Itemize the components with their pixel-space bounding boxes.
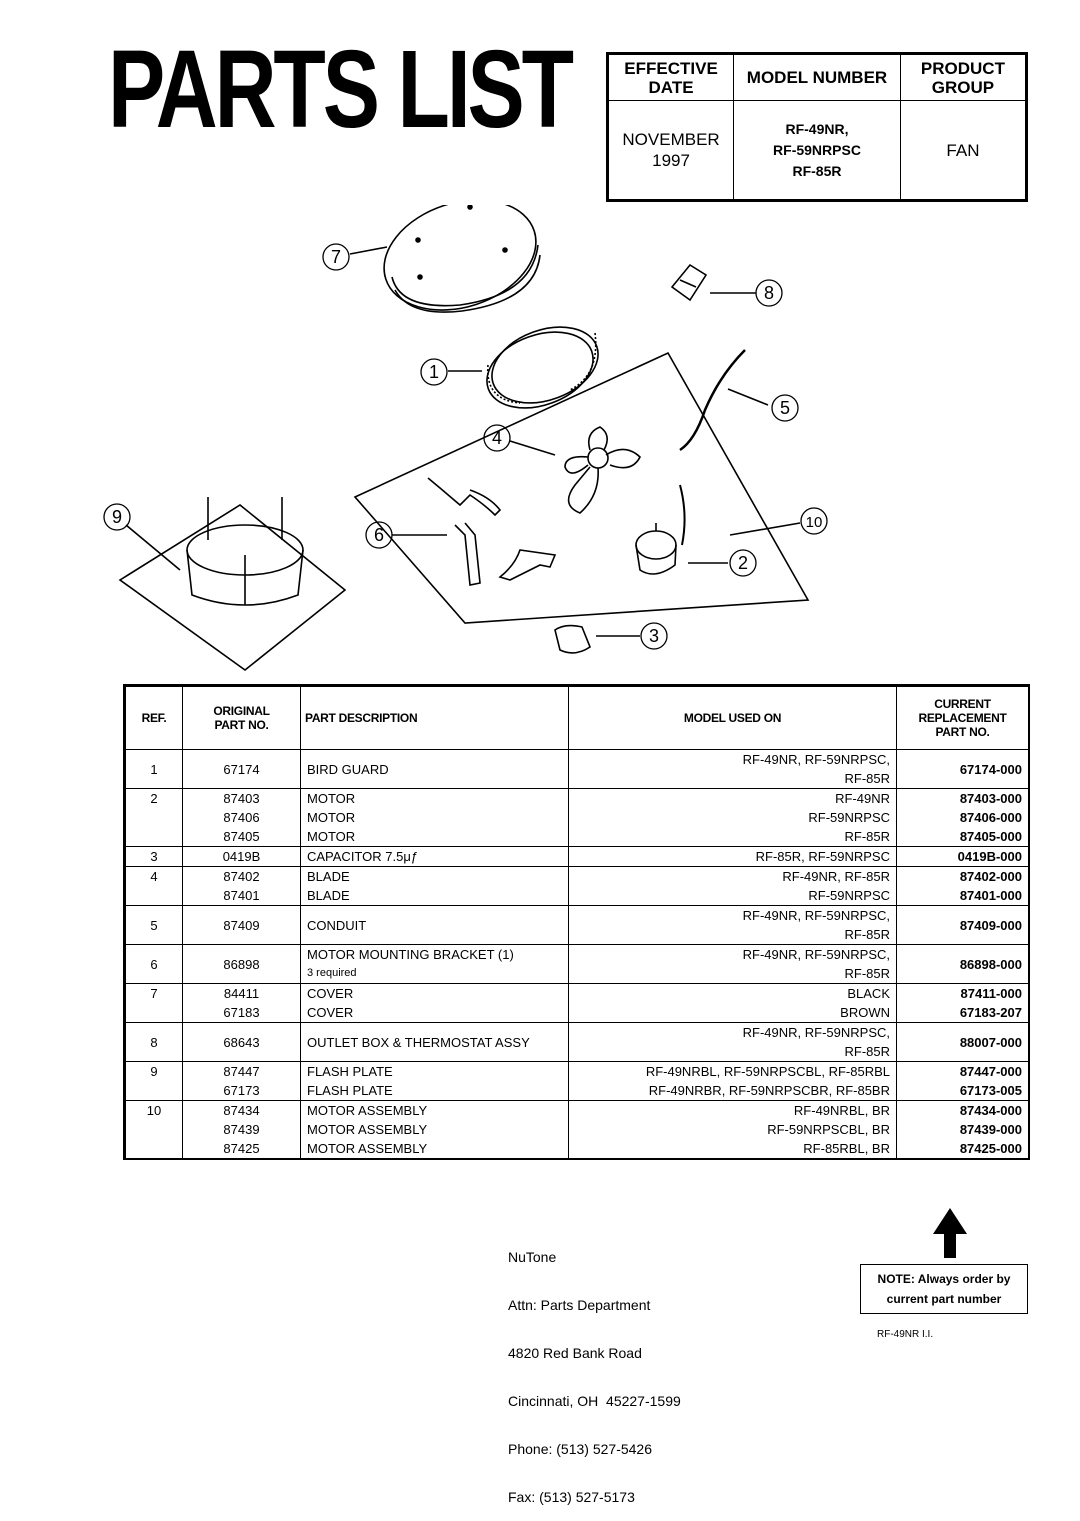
svg-text:2: 2 [737, 553, 749, 573]
cell-part-description [301, 1023, 569, 1062]
cell-part-description [301, 1101, 569, 1121]
cell-current-part-no: 87402-000 [897, 867, 1029, 887]
table-row [126, 1062, 1029, 1082]
svg-text:3: 3 [648, 626, 660, 646]
model-text: RF-85R [844, 1044, 890, 1059]
description-text: CAPACITOR 7.5μƒ [307, 849, 419, 864]
cell-model-used-on [569, 808, 897, 827]
col-part-description: PART DESCRIPTION [301, 687, 569, 750]
product-group-header [900, 55, 1025, 101]
cell-part-description [301, 1003, 569, 1023]
model-text: RF-85RBL, BR [803, 1141, 890, 1156]
cell-original-part-no: 87406 [183, 808, 301, 827]
group-label: GROUP [931, 77, 995, 97]
cell-current-part-no: 87447-000 [897, 1062, 1029, 1082]
cell-model-used-on [569, 867, 897, 887]
model-text: RF-49NR, RF-59NRPSC, [742, 1025, 890, 1040]
product-group-value: FAN [900, 101, 1025, 200]
model-3: RF-85R [792, 162, 842, 179]
cell-current-part-no: 87406-000 [897, 808, 1029, 827]
company-address [508, 1217, 681, 1521]
cell-current-part-no: 87401-000 [897, 886, 1029, 906]
cell-current-part-no: 87439-000 [897, 1120, 1029, 1139]
table-row [126, 886, 1029, 906]
model-text: BROWN [840, 1005, 890, 1020]
cell-model-used-on [569, 984, 897, 1004]
svg-text:6: 6 [373, 525, 385, 545]
capacitor-illustration [555, 626, 590, 653]
description-text: COVER [307, 986, 354, 1001]
model-text: RF-85R [844, 829, 890, 844]
cell-model-used-on [569, 1003, 897, 1023]
cell-current-part-no: 87403-000 [897, 789, 1029, 809]
cell-part-description [301, 984, 569, 1004]
callout-3 [641, 623, 667, 649]
cell-model-used-on [569, 886, 897, 906]
parts-table-body [126, 750, 1029, 1159]
up-arrow-icon [933, 1208, 967, 1263]
cell-part-description [301, 827, 569, 847]
callout-9 [104, 504, 130, 530]
original-label: ORIGINAL [213, 704, 270, 718]
cell-ref [126, 808, 183, 827]
document-code: RF-49NR I.I. [877, 1329, 934, 1340]
model-text: RF-59NRPSC [808, 888, 890, 903]
cell-part-description [301, 789, 569, 809]
callout-7 [323, 244, 349, 270]
address-company: NuTone [508, 1249, 557, 1265]
cell-ref: 4 [126, 867, 183, 887]
description-text: BIRD GUARD [307, 761, 389, 777]
table-row [126, 847, 1029, 867]
cell-current-part-no: 88007-000 [897, 1023, 1029, 1062]
cell-original-part-no: 87401 [183, 886, 301, 906]
table-header-row [126, 687, 1029, 750]
table-row [126, 945, 1029, 984]
col-current-replacement [897, 687, 1029, 750]
cell-ref [126, 1081, 183, 1101]
cell-model-used-on [569, 1062, 897, 1082]
description-text: MOTOR MOUNTING BRACKET (1) [307, 947, 514, 962]
wire-illustration [680, 485, 685, 545]
cell-model-used-on [569, 1101, 897, 1121]
table-row [126, 750, 1029, 789]
description-text: BLADE [307, 888, 350, 903]
model-text: RF-49NR [835, 791, 890, 806]
product-label: PRODUCT [920, 58, 1005, 78]
note-line-2: current part number [886, 1292, 1002, 1306]
cell-ref: 8 [126, 1023, 183, 1062]
model-number-header [734, 55, 901, 101]
cell-model-used-on [569, 750, 897, 789]
exploded-parts-diagram [0, 205, 1080, 675]
table-row [126, 808, 1029, 827]
cell-original-part-no: 0419B [183, 847, 301, 867]
current-part-no-label: PART NO. [935, 725, 990, 739]
cell-model-used-on [569, 847, 897, 867]
cell-current-part-no: 87434-000 [897, 1101, 1029, 1121]
motor-illustration [636, 523, 676, 574]
description-text: MOTOR ASSEMBLY [307, 1141, 428, 1156]
cell-ref [126, 886, 183, 906]
table-row [126, 867, 1029, 887]
svg-text:8: 8 [763, 283, 775, 303]
cell-original-part-no: 87402 [183, 867, 301, 887]
callout-4 [484, 425, 510, 451]
cover-illustration [370, 205, 551, 329]
cell-original-part-no: 86898 [183, 945, 301, 984]
callout-5 [772, 395, 798, 421]
cell-model-used-on [569, 1139, 897, 1158]
model-text: RF-49NR, RF-59NRPSC, [742, 947, 890, 962]
description-text: BLADE [307, 869, 350, 884]
cell-model-used-on [569, 1120, 897, 1139]
callout-2 [730, 550, 756, 576]
col-original-part-no [183, 687, 301, 750]
callout-10 [801, 508, 827, 534]
model-text: RF-85R, RF-59NRPSC [755, 849, 890, 864]
conduit-illustration [680, 350, 745, 450]
table-row [126, 827, 1029, 847]
description-text: CONDUIT [307, 917, 367, 933]
cell-part-description [301, 1062, 569, 1082]
flash-plate-illustration [120, 497, 345, 670]
cell-current-part-no: 87411-000 [897, 984, 1029, 1004]
model-text: RF-59NRPSC [808, 810, 890, 825]
table-row [126, 1139, 1029, 1158]
cell-part-description [301, 906, 569, 945]
effective-date-header [609, 55, 734, 101]
cell-model-used-on [569, 1023, 897, 1062]
cell-part-description [301, 1081, 569, 1101]
cell-model-used-on [569, 827, 897, 847]
cell-ref: 1 [126, 750, 183, 789]
cell-current-part-no: 67174-000 [897, 750, 1029, 789]
cell-current-part-no: 86898-000 [897, 945, 1029, 984]
svg-text:9: 9 [111, 507, 123, 527]
description-text: MOTOR ASSEMBLY [307, 1103, 428, 1118]
model-text: RF-59NRPSCBL, BR [767, 1122, 890, 1137]
model-text: RF-49NRBL, BR [793, 1103, 890, 1118]
description-text: MOTOR [307, 810, 356, 825]
note-line-1: NOTE: Always order by [877, 1272, 1011, 1286]
cell-current-part-no: 67173-005 [897, 1081, 1029, 1101]
cell-current-part-no: 87405-000 [897, 827, 1029, 847]
outlet-box-illustration [672, 265, 706, 300]
effective-label: EFFECTIVE [624, 58, 718, 78]
cell-original-part-no: 87434 [183, 1101, 301, 1121]
date-year: 1997 [652, 151, 690, 170]
cell-part-description [301, 1139, 569, 1158]
effective-date-value [609, 101, 734, 200]
model-number-label: MODEL NUMBER [746, 68, 888, 87]
svg-text:4: 4 [491, 428, 503, 448]
cell-original-part-no: 84411 [183, 984, 301, 1004]
model-1: RF-49NR, [785, 120, 849, 137]
bird-guard-illustration [476, 313, 608, 421]
cell-ref [126, 1003, 183, 1023]
cell-ref [126, 1120, 183, 1139]
description-text: MOTOR [307, 829, 356, 844]
cell-part-description [301, 847, 569, 867]
cell-original-part-no: 67183 [183, 1003, 301, 1023]
table-row [126, 906, 1029, 945]
part-no-label: PART NO. [214, 718, 269, 732]
description-note: 3 required [307, 967, 357, 979]
col-model-used-on: MODEL USED ON [569, 687, 897, 750]
description-text: OUTLET BOX & THERMOSTAT ASSY [307, 1034, 530, 1050]
address-attn: Attn: Parts Department [508, 1297, 651, 1313]
cell-original-part-no: 67173 [183, 1081, 301, 1101]
table-row [126, 1081, 1029, 1101]
cell-ref [126, 827, 183, 847]
address-fax: Fax: (513) 527-5173 [508, 1489, 635, 1505]
cell-original-part-no: 87409 [183, 906, 301, 945]
date-label: DATE [648, 77, 694, 97]
cell-original-part-no: 87447 [183, 1062, 301, 1082]
cell-current-part-no: 87425-000 [897, 1139, 1029, 1158]
cell-current-part-no: 0419B-000 [897, 847, 1029, 867]
model-text: RF-85R [844, 927, 890, 942]
cell-original-part-no: 87403 [183, 789, 301, 809]
cell-current-part-no: 87409-000 [897, 906, 1029, 945]
svg-text:10: 10 [805, 514, 823, 531]
model-text: RF-49NRBL, RF-59NRPSCBL, RF-85RBL [645, 1064, 890, 1079]
cell-ref [126, 1139, 183, 1158]
cell-model-used-on [569, 789, 897, 809]
cell-part-description [301, 750, 569, 789]
table-row [126, 1120, 1029, 1139]
svg-text:1: 1 [428, 362, 440, 382]
description-text: COVER [307, 1005, 354, 1020]
address-city: Cincinnati, OH 45227-1599 [508, 1393, 681, 1409]
header-info-box [606, 52, 1028, 202]
cell-original-part-no: 87425 [183, 1139, 301, 1158]
model-text: RF-49NR, RF-59NRPSC, [742, 908, 890, 923]
model-text: RF-85R [844, 771, 890, 786]
cell-ref: 6 [126, 945, 183, 984]
cell-original-part-no: 67174 [183, 750, 301, 789]
description-text: MOTOR ASSEMBLY [307, 1122, 428, 1137]
cell-ref: 3 [126, 847, 183, 867]
cell-part-description [301, 1120, 569, 1139]
cell-ref: 10 [126, 1101, 183, 1121]
callout-1 [421, 359, 447, 385]
model-2: RF-59NRPSC [773, 141, 861, 158]
cell-original-part-no: 87405 [183, 827, 301, 847]
cell-part-description [301, 867, 569, 887]
cell-ref: 5 [126, 906, 183, 945]
cell-part-description [301, 808, 569, 827]
model-number-values [734, 101, 901, 200]
description-text: FLASH PLATE [307, 1083, 393, 1098]
svg-text:5: 5 [779, 398, 791, 418]
replacement-label: REPLACEMENT [918, 711, 1007, 725]
svg-text:7: 7 [330, 247, 342, 267]
cell-ref: 9 [126, 1062, 183, 1082]
cell-original-part-no: 87439 [183, 1120, 301, 1139]
table-row [126, 1023, 1029, 1062]
cell-current-part-no: 67183-207 [897, 1003, 1029, 1023]
model-text: RF-49NR, RF-59NRPSC, [742, 752, 890, 767]
model-text: RF-49NRBR, RF-59NRPSCBR, RF-85BR [648, 1083, 890, 1098]
current-label: CURRENT [934, 697, 991, 711]
model-text: RF-85R [844, 966, 890, 981]
model-text: RF-49NR, RF-85R [782, 869, 890, 884]
cell-model-used-on [569, 906, 897, 945]
model-text: BLACK [847, 986, 890, 1001]
page-title: PARTS LIST [108, 28, 571, 151]
order-note [860, 1264, 1028, 1314]
cell-model-used-on [569, 945, 897, 984]
table-row [126, 1101, 1029, 1121]
cell-part-description [301, 886, 569, 906]
description-text: FLASH PLATE [307, 1064, 393, 1079]
table-row [126, 984, 1029, 1004]
cell-ref: 2 [126, 789, 183, 809]
address-street: 4820 Red Bank Road [508, 1345, 642, 1361]
cell-part-description [301, 945, 569, 984]
col-ref: REF. [126, 687, 183, 750]
description-text: MOTOR [307, 791, 356, 806]
cell-ref: 7 [126, 984, 183, 1004]
date-month: NOVEMBER [622, 130, 720, 149]
address-phone: Phone: (513) 527-5426 [508, 1441, 652, 1457]
bracket-illustration [428, 478, 555, 585]
cell-model-used-on [569, 1081, 897, 1101]
cell-original-part-no: 68643 [183, 1023, 301, 1062]
parts-table [123, 684, 1030, 1160]
table-row [126, 789, 1029, 809]
callout-8 [756, 280, 782, 306]
blade-illustration [565, 427, 640, 513]
table-row [126, 1003, 1029, 1023]
